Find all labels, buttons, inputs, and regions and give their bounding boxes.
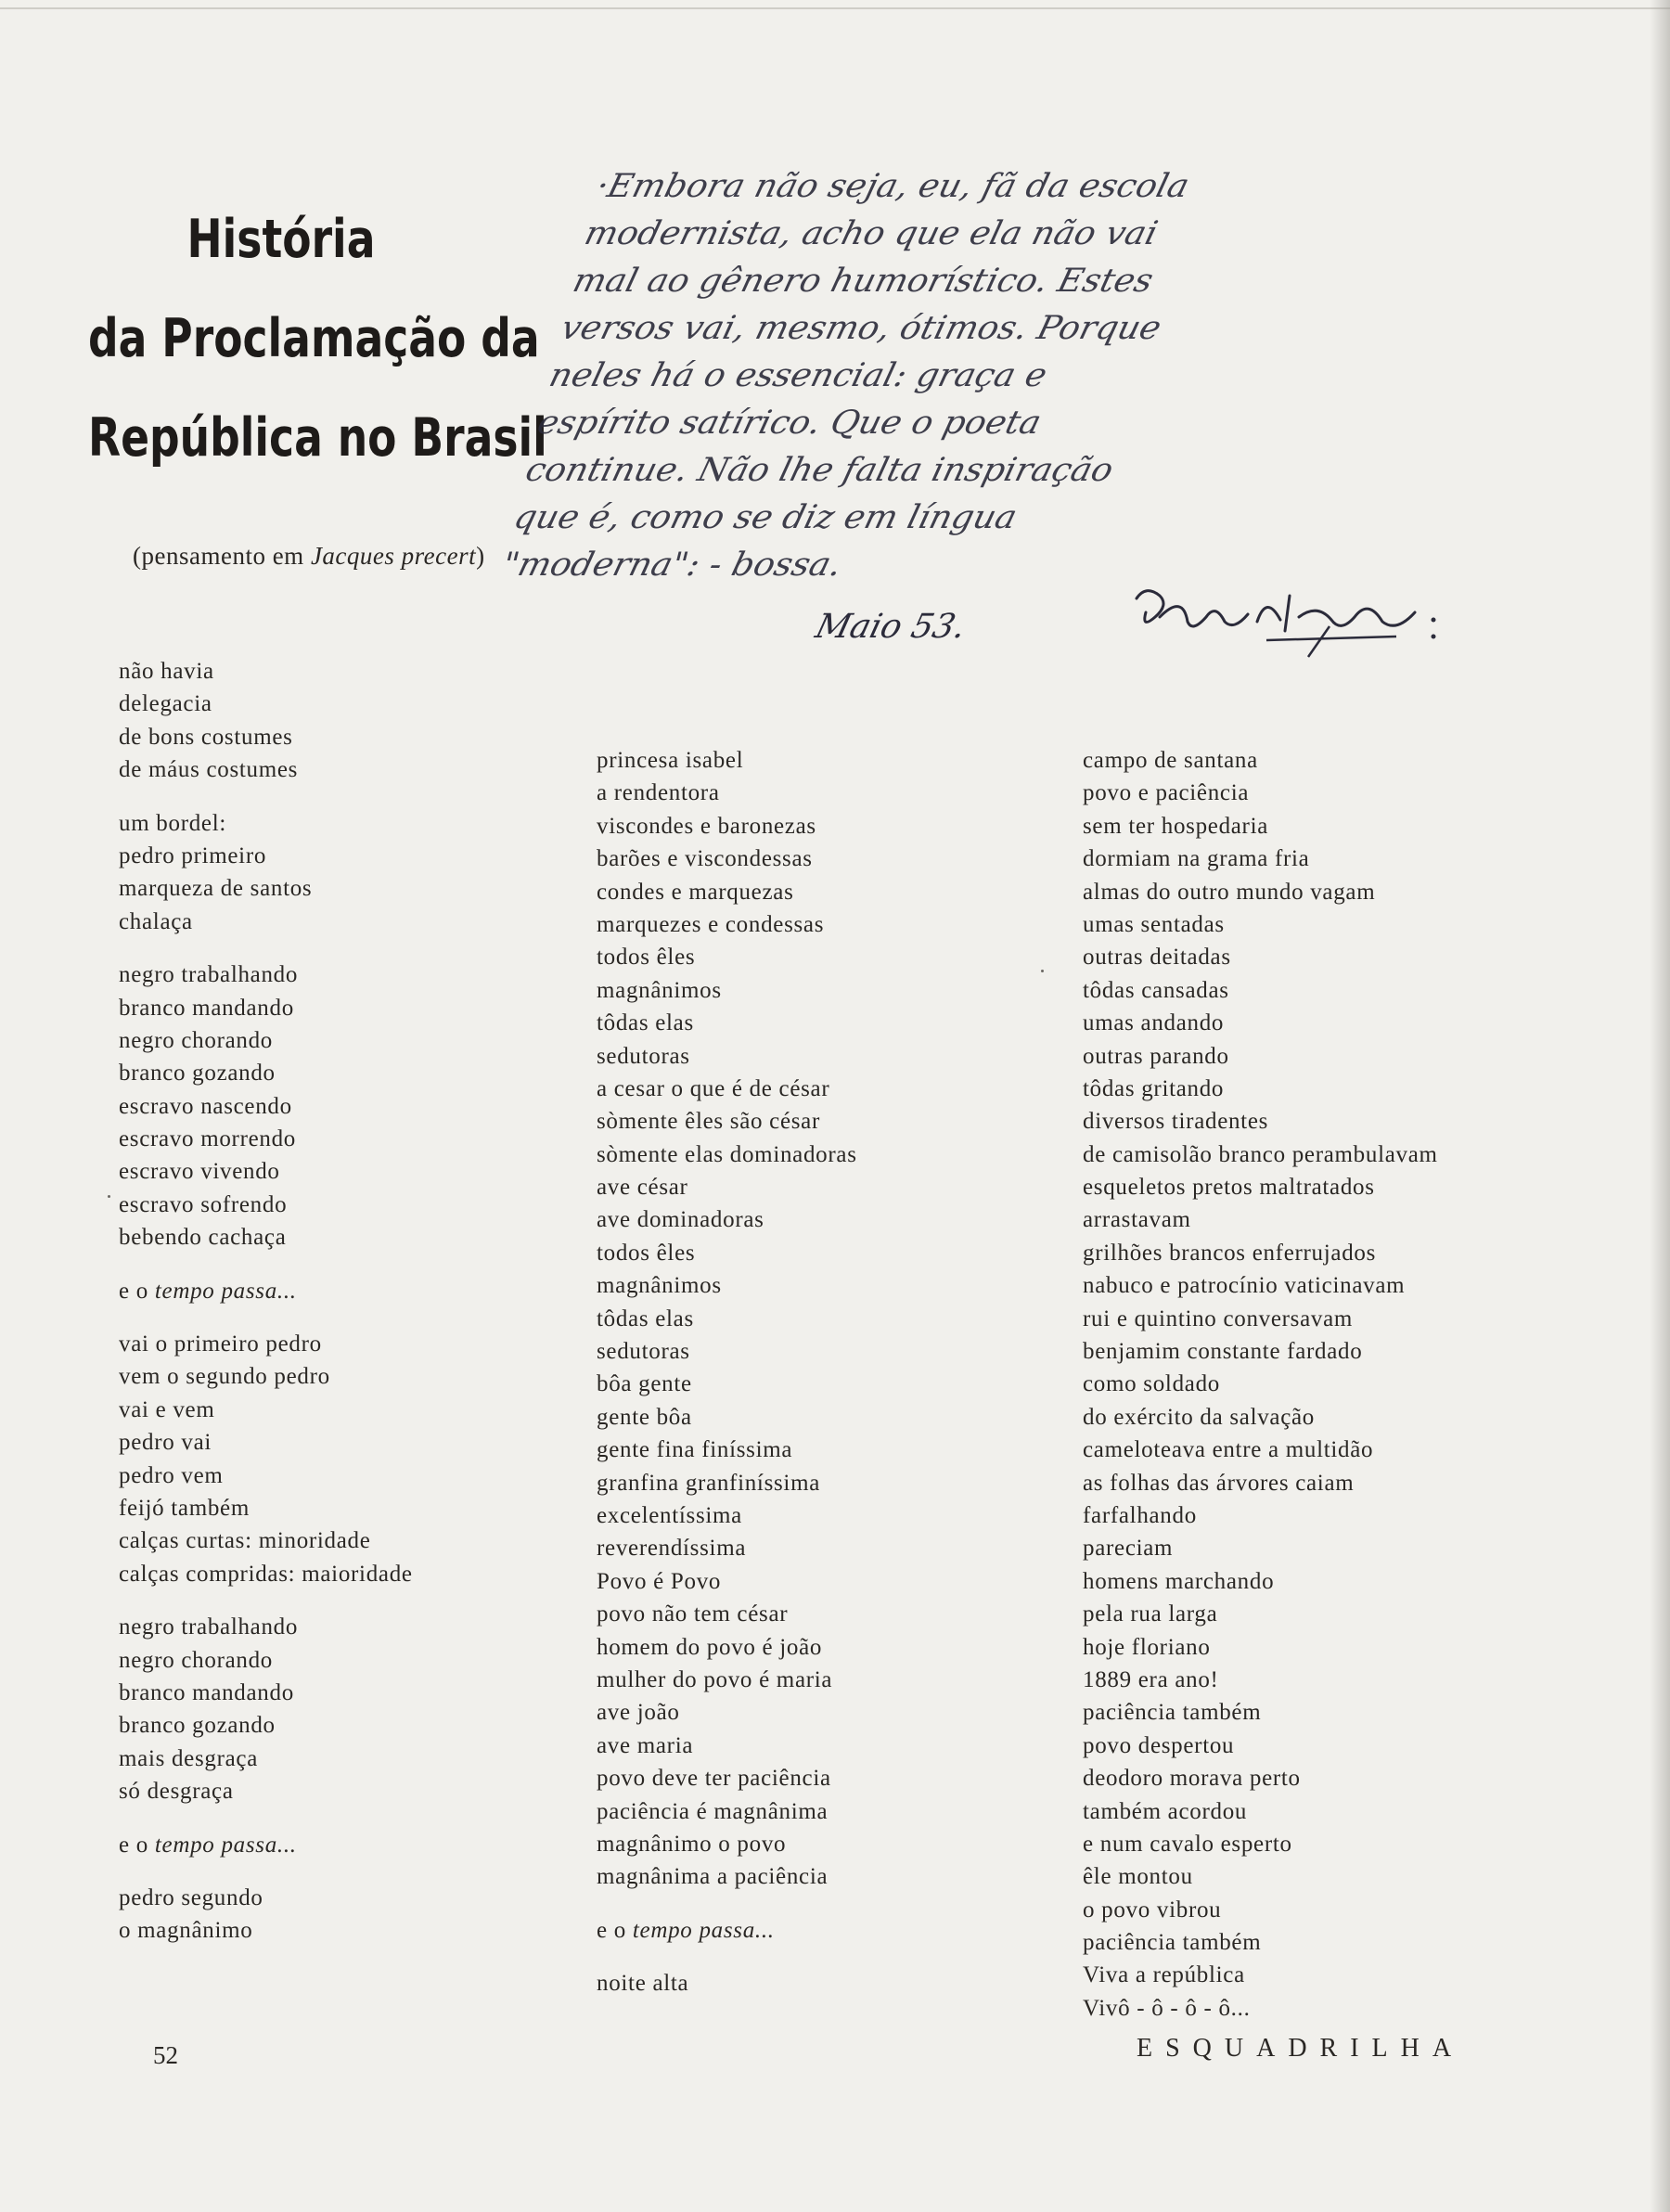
page-number: 52 [153, 2041, 178, 2069]
poem-line-text: a cesar o que é de césar [597, 1075, 830, 1101]
poem-line-text: pedro primeiro [119, 842, 267, 868]
magazine-name: ESQUADRILHA [1137, 2034, 1465, 2063]
subtitle-italic: Jacques precert [310, 542, 477, 570]
poem-line [597, 1138, 857, 1171]
poem-line [1083, 1335, 1438, 1368]
poem-line [597, 810, 857, 842]
poem-line-text: calças curtas: minoridade [119, 1528, 371, 1554]
poem-line [597, 1914, 857, 1947]
poem-line [597, 1007, 857, 1039]
poem-line-text: pedro segundo [119, 1884, 263, 1910]
poem-line [597, 1105, 857, 1138]
poem-line [119, 1558, 413, 1590]
poem-line [1083, 744, 1438, 777]
poem-line-text: farfalhando [1083, 1502, 1197, 1528]
stanza-gap [119, 1861, 413, 1882]
poem-line [1083, 1730, 1438, 1762]
poem-line [1083, 1664, 1438, 1696]
poem-line [597, 1565, 857, 1598]
poem-line-text: viscondes e baronezas [597, 813, 816, 839]
handwritten-line: ·Embora não seja, eu, fã da escola [592, 168, 1193, 205]
poem-line-text: benjamim constante fardado [1083, 1339, 1363, 1365]
poem-line-text: do exército da salvação [1083, 1404, 1316, 1430]
poem-line [597, 1467, 857, 1499]
poem-line [119, 1743, 413, 1775]
poem-line-italic: tempo passa... [632, 1917, 775, 1943]
poem-line-text: hoje floriano [1083, 1634, 1211, 1660]
poem-line [119, 1914, 413, 1947]
poem-line [597, 1795, 857, 1828]
stanza-gap [119, 1808, 413, 1829]
handwritten-line: neles há o essencial: graça e [545, 357, 1051, 394]
stanza-gap [119, 1307, 413, 1328]
specks [108, 1195, 110, 1198]
poem-line [119, 688, 413, 720]
stanza-gap [119, 1590, 413, 1611]
poem-line [1083, 876, 1438, 908]
stanza-gap [119, 938, 413, 958]
poem-line-text: ave césar [597, 1175, 688, 1201]
stanza-gap [119, 787, 413, 807]
poem-line-text: ave joão [597, 1700, 680, 1726]
poem-line-text: granfina granfiníssima [597, 1470, 821, 1496]
poem-line-text: esqueletos pretos maltratados [1083, 1175, 1375, 1201]
poem-line [1083, 1269, 1438, 1302]
poem-line [1083, 941, 1438, 973]
poem-line [1083, 1368, 1438, 1400]
poem-line-text: magnânimos [597, 1273, 722, 1299]
poem-line [119, 1709, 413, 1742]
poem-line [119, 906, 413, 938]
poem-line [597, 1171, 857, 1203]
poem-line-text: almas do outro mundo vagam [1083, 879, 1376, 905]
poem-line [597, 1499, 857, 1532]
poem-line [119, 655, 413, 688]
poem-line-text: bebendo cachaça [119, 1225, 287, 1251]
poem-line [1083, 1992, 1438, 2025]
poem-line [119, 721, 413, 753]
poem-line-text: ave maria [597, 1732, 694, 1758]
poem-line [597, 974, 857, 1007]
poem-line [1083, 1631, 1438, 1664]
stanza-gap [119, 1254, 413, 1275]
poem-line-text: negro trabalhando [119, 962, 299, 988]
poem-line-text: feijó também [119, 1495, 250, 1521]
poem-line-text: excelentíssima [597, 1502, 742, 1528]
handwritten-line: "moderna": - bossa. [498, 547, 846, 584]
poem-line-text: povo deve ter paciência [597, 1766, 831, 1792]
handwritten-line: versos vai, mesmo, ótimos. Porque [557, 310, 1165, 347]
poem-line [119, 753, 413, 786]
poem-line [119, 1460, 413, 1492]
poem-line-text: tôdas gritando [1083, 1075, 1225, 1101]
poem-line [597, 1434, 857, 1466]
poem-line [119, 1829, 413, 1861]
poem-line-text: as folhas das árvores caiam [1083, 1470, 1355, 1496]
poem-line [119, 1524, 413, 1557]
poem-line-text: homem do povo é joão [597, 1634, 823, 1660]
title-line: República no Brasil [88, 407, 547, 469]
poem-line-text: não havia [119, 659, 214, 684]
poem-line-text: arrastavam [1083, 1207, 1191, 1233]
poem-line [597, 1631, 857, 1664]
poem-line-text: pedro vem [119, 1462, 224, 1488]
poem-line [597, 1860, 857, 1893]
poem-line-text: rui e quintino conversavam [1083, 1305, 1354, 1331]
handwritten-line: que é, como se diz em língua [509, 499, 1021, 536]
poem-line-text: êle montou [1083, 1864, 1193, 1890]
poem-line-text: gente fina finíssima [597, 1437, 793, 1463]
poem-line [597, 1696, 857, 1729]
poem-line-text: escravo morrendo [119, 1126, 296, 1152]
poem-line-text: tôdas elas [597, 1010, 694, 1036]
poem-line-text: dormiam na grama fria [1083, 846, 1310, 872]
poem-line-text: vai e vem [119, 1396, 215, 1422]
poem-line-text: pedro vai [119, 1430, 212, 1456]
poem-line-text: de máus costumes [119, 757, 299, 783]
poem-line [1083, 1926, 1438, 1959]
poem-line [119, 1611, 413, 1643]
poem-line-text: negro chorando [119, 1027, 273, 1053]
poem-line-text: o povo vibrou [1083, 1897, 1222, 1923]
poem-line [119, 1360, 413, 1393]
poem-line [119, 1426, 413, 1459]
poem-line-text: um bordel: [119, 810, 227, 836]
poem-line [1083, 1203, 1438, 1236]
poem-line-text: chalaça [119, 908, 193, 934]
poem-line-text: Vivô - ô - ô - ô... [1083, 1995, 1251, 2021]
poem-line [119, 1644, 413, 1677]
handwritten-line: modernista, acho que ela não vai [581, 215, 1162, 252]
poem-line-text: e num cavalo esperto [1083, 1831, 1292, 1857]
poem-line [119, 992, 413, 1024]
poem-line-text: campo de santana [1083, 748, 1258, 773]
poem-title [88, 190, 547, 488]
poem-line [1083, 1105, 1438, 1138]
poem-line-text: nabuco e patrocínio vaticinavam [1083, 1273, 1406, 1299]
poem-line [119, 1090, 413, 1123]
handwritten-date: Maio 53. [811, 608, 970, 646]
poem-line [1083, 1040, 1438, 1073]
poem-line-text: grilhões brancos enferrujados [1083, 1240, 1377, 1266]
poem-line-text: pareciam [1083, 1536, 1174, 1562]
poem-line [597, 1730, 857, 1762]
poem-line [597, 1368, 857, 1400]
poem-line-text: outras deitadas [1083, 945, 1231, 971]
poem-line [1083, 1894, 1438, 1926]
poem-line-text: calças compridas: maioridade [119, 1561, 413, 1587]
poem-line-text: e o [119, 1278, 155, 1304]
poem-line-text: bôa gente [597, 1371, 692, 1397]
poem-line [1083, 1762, 1438, 1794]
handwritten-line: mal ao gênero humorístico. Estes [569, 263, 1157, 300]
poem-line [597, 1073, 857, 1105]
poem-line [1083, 1565, 1438, 1598]
poem-line [119, 807, 413, 840]
poem-line-text: paciência é magnânima [597, 1798, 829, 1824]
poem-line [1083, 1959, 1438, 1991]
poem-line [119, 1024, 413, 1057]
poem-line [597, 1664, 857, 1696]
poem-line-text: de bons costumes [119, 724, 293, 750]
poem-line [119, 1492, 413, 1524]
poem-line [597, 1967, 857, 2000]
poem-line-text: branco gozando [119, 1061, 276, 1087]
poem-line-text: paciência também [1083, 1700, 1262, 1726]
poem-line [597, 777, 857, 809]
poem-line-text: a rendentora [597, 780, 720, 806]
poem-line-text: mais desgraça [119, 1745, 259, 1771]
poem-line-text: vem o segundo pedro [119, 1364, 330, 1390]
top-rule [0, 7, 1670, 9]
poem-line-text: magnânima a paciência [597, 1864, 829, 1890]
poem-line-text: sòmente elas dominadoras [597, 1141, 857, 1167]
subtitle-before: (pensamento em [133, 542, 311, 570]
poem-line-text: de camisolão branco perambulavam [1083, 1141, 1438, 1167]
poem-line [597, 941, 857, 973]
poem-line-text: ave dominadoras [597, 1207, 764, 1233]
poem-line [597, 1303, 857, 1335]
poem-line [119, 958, 413, 991]
poem-line-text: negro chorando [119, 1647, 273, 1673]
poem-line-text: reverendíssima [597, 1536, 747, 1562]
poem-line [1083, 1467, 1438, 1499]
poem-line-text: tôdas elas [597, 1305, 694, 1331]
poem-line [1083, 1007, 1438, 1039]
poem-line [1083, 908, 1438, 941]
poem-line [1083, 842, 1438, 875]
poem-line-text: vai o primeiro pedro [119, 1331, 322, 1357]
poem-line [119, 1123, 413, 1155]
handwritten-note [497, 163, 1480, 589]
poem-line-text: marqueza de santos [119, 876, 313, 902]
poem-line-text: Viva a república [1083, 1962, 1245, 1988]
poem-line-text: sem ter hospedaria [1083, 813, 1269, 839]
poem-line [597, 1598, 857, 1630]
poem-line-text: marquezes e condessas [597, 911, 825, 937]
poem-line [597, 842, 857, 875]
poem-line [597, 1269, 857, 1302]
poem-line-text: também acordou [1083, 1798, 1248, 1824]
poem-line-text: magnânimos [597, 977, 722, 1003]
poem-line [119, 872, 413, 905]
poem-line [597, 1401, 857, 1434]
poem-line [597, 1203, 857, 1236]
handwritten-signature [1118, 575, 1452, 659]
poem-line-text: Povo é Povo [597, 1568, 722, 1594]
poem-line [1083, 1303, 1438, 1335]
title-line: da Proclamação da [88, 308, 540, 369]
poem-line-text: homens marchando [1083, 1568, 1275, 1594]
poem-line-text: magnânimo o povo [597, 1831, 787, 1857]
poem-line-text: o magnânimo [119, 1918, 253, 1944]
poem-line-text: umas sentadas [1083, 911, 1225, 937]
poem-line [1083, 1073, 1438, 1105]
poem-line-text: e o [119, 1832, 155, 1858]
poem-line-text: negro trabalhando [119, 1614, 299, 1640]
stanza-gap [597, 1947, 857, 1967]
poem-line [597, 1532, 857, 1564]
poem-line-text: barões e viscondessas [597, 846, 813, 872]
poem-line [1083, 1795, 1438, 1828]
poem-line [119, 1057, 413, 1089]
poem-line-text: branco gozando [119, 1713, 276, 1739]
poem-line [1083, 1499, 1438, 1532]
poem-line-italic: tempo passa... [154, 1832, 297, 1858]
poem-line-text: todos êles [597, 1240, 696, 1266]
poem-line-italic: tempo passa... [154, 1278, 297, 1304]
poem-line [1083, 810, 1438, 842]
poem-line-text: todos êles [597, 945, 696, 971]
poem-line-text: diversos tiradentes [1083, 1109, 1269, 1135]
poem-line-text: tôdas cansadas [1083, 977, 1229, 1003]
poem-line [1083, 1434, 1438, 1466]
poem-line [1083, 1532, 1438, 1564]
poem-line-text: paciência também [1083, 1930, 1262, 1956]
poem-line-text: pela rua larga [1083, 1601, 1218, 1627]
poem-line [119, 1394, 413, 1426]
poem-line [597, 744, 857, 777]
poem-line [1083, 1598, 1438, 1630]
poem-line-text: condes e marquezas [597, 879, 794, 905]
poem-line [1083, 1171, 1438, 1203]
poem-line-text: noite alta [597, 1971, 689, 1997]
poem-line [119, 1677, 413, 1709]
poem-column-1 [119, 655, 413, 1948]
poem-line-text: povo e paciência [1083, 780, 1250, 806]
poem-line [1083, 1860, 1438, 1893]
poem-line [1083, 1828, 1438, 1860]
handwritten-line: espírito satírico. Que o poeta [533, 405, 1046, 442]
poem-line [597, 1828, 857, 1860]
poem-line-text: branco mandando [119, 1679, 294, 1705]
poem-line-text: umas andando [1083, 1010, 1225, 1036]
poem-line-text: cameloteava entre a multidão [1083, 1437, 1374, 1463]
poem-line-text: branco mandando [119, 995, 294, 1021]
poem-line-text: escravo sofrendo [119, 1191, 288, 1217]
handwritten-line: continue. Não lhe falta inspiração [521, 452, 1117, 489]
poem-line [597, 876, 857, 908]
poem-line-text: povo despertou [1083, 1732, 1235, 1758]
title-line: História [186, 209, 376, 270]
poem-line-text: gente bôa [597, 1404, 692, 1430]
poem-line [1083, 777, 1438, 809]
poem-line-text: escravo vivendo [119, 1159, 280, 1185]
poem-line [119, 1189, 413, 1221]
poem-line-text: 1889 era ano! [1083, 1666, 1219, 1692]
poem-line-text: e o [597, 1917, 633, 1943]
poem-line-text: deodoro morava perto [1083, 1766, 1301, 1792]
poem-line [119, 1775, 413, 1807]
poem-column-3 [1083, 744, 1438, 2025]
poem-line-text: outras parando [1083, 1043, 1229, 1069]
poem-line [1083, 974, 1438, 1007]
poem-line [119, 1155, 413, 1188]
poem-line-text: sedutoras [597, 1339, 690, 1365]
subtitle-after: ) [476, 542, 485, 570]
poem-line [597, 1237, 857, 1269]
poem-line [119, 1882, 413, 1914]
poem-line-text: princesa isabel [597, 748, 744, 773]
poem-line [597, 908, 857, 941]
poem-line [597, 1762, 857, 1794]
poem-column-2 [597, 744, 857, 2000]
poem-line [1083, 1138, 1438, 1171]
poem-line-text: sòmente êles são césar [597, 1109, 820, 1135]
poem-line-text: sedutoras [597, 1043, 690, 1069]
poem-line [1083, 1696, 1438, 1729]
poem-subtitle [133, 542, 485, 571]
poem-line [119, 1221, 413, 1254]
poem-line [1083, 1237, 1438, 1269]
poem-line [597, 1040, 857, 1073]
poem-line-text: escravo nascendo [119, 1093, 292, 1119]
stanza-gap [597, 1894, 857, 1914]
poem-line-text: como soldado [1083, 1371, 1220, 1397]
poem-line [1083, 1401, 1438, 1434]
poem-line [119, 1275, 413, 1307]
poem-line [119, 1328, 413, 1360]
specks [1041, 970, 1044, 972]
poem-line [597, 1335, 857, 1368]
poem-line-text: mulher do povo é maria [597, 1666, 833, 1692]
poem-line-text: delegacia [119, 691, 212, 717]
poem-line-text: povo não tem césar [597, 1601, 789, 1627]
poem-line [119, 840, 413, 872]
poem-line-text: só desgraça [119, 1779, 234, 1805]
